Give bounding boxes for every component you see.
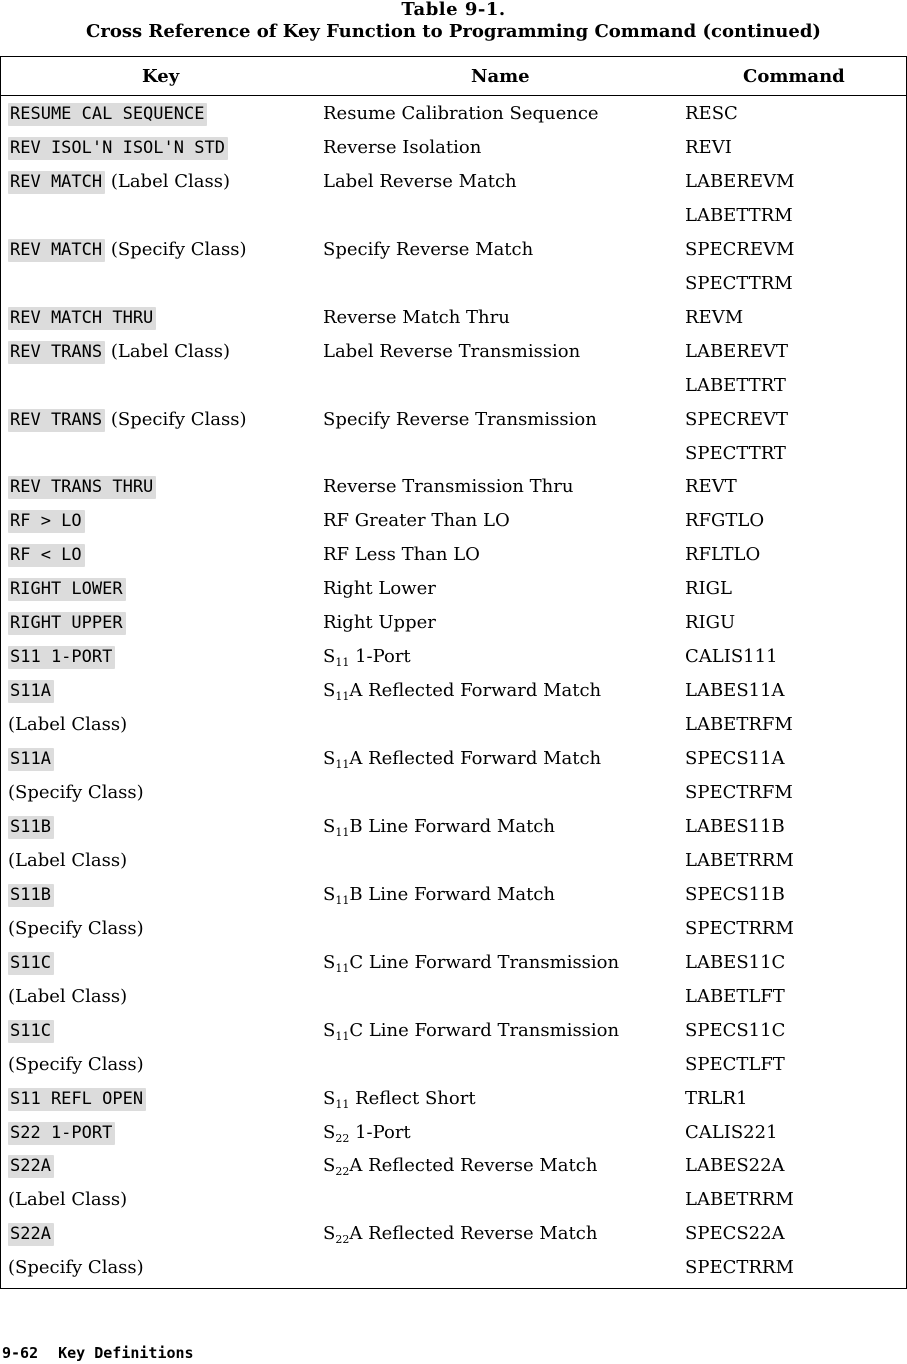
name-text: Right Lower (323, 578, 436, 600)
command-cell: SPECTRFM (685, 782, 793, 803)
table-row (1, 776, 906, 810)
softkey-label: REV MATCH (8, 171, 105, 194)
softkey-label: S11A (8, 680, 54, 703)
name-subscript: 11 (335, 961, 350, 975)
table-row (1, 844, 906, 878)
table-number: Table 9-1. (401, 0, 506, 20)
command-cell: LABETRRM (685, 849, 794, 871)
table-row (1, 233, 906, 267)
name-text: S (323, 1019, 336, 1041)
key-cell (8, 884, 54, 906)
table-row (1, 470, 906, 504)
table-row (1, 640, 906, 674)
softkey-label: REV ISOL'N ISOL'N STD (8, 137, 228, 160)
name-text: S (323, 883, 336, 905)
name-text: Specify Reverse Match (323, 238, 534, 260)
key-class-note: (Label Class) (8, 849, 128, 871)
table-row (1, 674, 906, 708)
key-cell (8, 1054, 144, 1076)
header-name: Name (471, 66, 530, 87)
table-row (1, 1183, 906, 1217)
name-cell (323, 816, 555, 840)
softkey-label: S11C (8, 952, 54, 975)
cross-reference-table (0, 56, 907, 1289)
command-cell: LABETTRM (685, 204, 793, 226)
name-text-rest: A Reflected Forward Match (349, 680, 602, 702)
table-row (1, 606, 906, 640)
command-cell: REVI (685, 136, 732, 158)
table-row (1, 131, 906, 165)
table-row (1, 1149, 906, 1183)
key-cell (8, 646, 115, 668)
command-cell: SPECTTRT (685, 442, 786, 464)
command-cell: CALIS111 (685, 646, 778, 668)
command-cell: SPECTRRM (685, 1257, 794, 1279)
name-cell (323, 307, 510, 329)
key-class-note: (Label Class) (105, 340, 230, 362)
name-text: Resume Calibration Sequence (323, 103, 599, 124)
table-header (1, 57, 906, 96)
command-cell: REVT (685, 476, 737, 498)
name-cell (323, 612, 436, 634)
name-cell (323, 544, 480, 566)
table-row (1, 810, 906, 844)
table-row (1, 301, 906, 335)
softkey-label: S11 REFL OPEN (8, 1088, 146, 1111)
softkey-label: S11A (8, 748, 54, 771)
name-text: RF Greater Than LO (323, 510, 510, 532)
command-cell: SPECREVT (685, 408, 789, 430)
key-cell (8, 714, 127, 736)
key-cell (8, 748, 54, 770)
softkey-label: S11B (8, 884, 54, 907)
name-subscript: 22 (335, 1233, 350, 1247)
name-text: Reverse Isolation (323, 136, 482, 158)
key-class-note: (Label Class) (8, 1189, 128, 1211)
key-cell (8, 680, 54, 702)
command-cell: LABES22A (685, 1155, 785, 1177)
name-cell (323, 646, 411, 670)
command-cell: SPECS11C (685, 1019, 786, 1041)
softkey-label: S11B (8, 816, 54, 839)
name-text: Reverse Transmission Thru (323, 476, 574, 498)
command-cell: LABEREVT (685, 340, 789, 362)
key-cell (8, 986, 127, 1008)
table-row (1, 165, 906, 199)
command-cell: RFLTLO (685, 544, 761, 566)
name-cell (323, 578, 436, 600)
name-subscript: 11 (335, 1097, 350, 1111)
name-cell (323, 137, 481, 159)
softkey-label: S22A (8, 1223, 54, 1246)
section-name: Key Definitions (58, 1344, 194, 1362)
table-row (1, 1116, 906, 1150)
command-cell: SPECS22A (685, 1223, 785, 1245)
softkey-label: REV MATCH (8, 239, 105, 262)
command-cell: LABETTRT (685, 374, 786, 396)
table-row (1, 572, 906, 606)
command-cell: RFGTLO (685, 510, 765, 532)
command-cell: LABETLFT (685, 985, 785, 1007)
key-cell (8, 612, 126, 634)
name-text: Specify Reverse Transmission (323, 408, 597, 430)
name-text-rest: A Reflected Reverse Match (349, 1155, 598, 1177)
name-cell (323, 748, 601, 772)
name-text: Label Reverse Match (323, 170, 517, 192)
key-cell (8, 850, 127, 872)
table-row (1, 504, 906, 538)
table-row (1, 1217, 906, 1251)
table-row (1, 267, 906, 301)
table-row (1, 912, 906, 946)
key-cell (8, 1155, 54, 1177)
name-subscript: 22 (335, 1131, 350, 1145)
page-number: 9-62 (2, 1344, 39, 1362)
key-cell (8, 782, 144, 804)
name-text: RF Less Than LO (323, 544, 480, 566)
name-cell (323, 103, 599, 125)
key-cell (8, 1223, 54, 1245)
key-class-note: (Label Class) (8, 714, 128, 736)
key-cell (8, 1257, 144, 1279)
command-cell: SPECS11A (685, 748, 785, 770)
key-cell (8, 341, 230, 363)
key-cell (8, 578, 126, 600)
name-subscript: 11 (335, 1029, 350, 1043)
name-text: Label Reverse Transmission (323, 340, 581, 362)
name-subscript: 11 (335, 893, 350, 907)
name-text-rest: 1-Port (349, 1121, 411, 1143)
name-text-rest: C Line Forward Transmission (349, 1019, 620, 1041)
key-cell (8, 1020, 54, 1042)
key-cell (8, 409, 247, 431)
page-footer (2, 1344, 194, 1362)
name-subscript: 11 (335, 656, 350, 670)
command-cell: SPECREVM (685, 238, 795, 260)
name-text: S (323, 951, 336, 973)
command-cell: CALIS221 (685, 1121, 778, 1143)
table-row (1, 369, 906, 403)
name-cell (323, 680, 601, 704)
name-text: S (323, 646, 336, 668)
name-cell (323, 1223, 597, 1247)
key-cell (8, 1189, 127, 1211)
name-text-rest: Reflect Short (349, 1087, 476, 1109)
name-text: S (323, 1155, 336, 1177)
name-text-rest: B Line Forward Match (349, 883, 555, 905)
softkey-label: S11 1-PORT (8, 646, 115, 669)
table-row (1, 742, 906, 776)
command-cell: LABETRFM (685, 714, 793, 736)
command-cell: LABES11C (685, 951, 786, 973)
command-cell: LABES11A (685, 680, 785, 702)
softkey-label: RF < LO (8, 544, 85, 567)
name-text-rest: C Line Forward Transmission (349, 951, 620, 973)
name-cell (323, 1088, 476, 1112)
command-cell: REVM (685, 306, 744, 328)
command-cell: LABETRRM (685, 1189, 794, 1211)
header-key: Key (142, 66, 180, 87)
softkey-label: REV TRANS (8, 341, 105, 364)
command-cell: SPECTRRM (685, 917, 794, 939)
softkey-label: REV TRANS THRU (8, 476, 156, 499)
key-class-note: (Specify Class) (8, 1257, 144, 1279)
key-class-note: (Label Class) (105, 170, 230, 192)
table-row (1, 980, 906, 1014)
name-cell (323, 1122, 411, 1146)
key-cell (8, 137, 228, 159)
key-cell (8, 171, 230, 193)
name-text: S (323, 1121, 336, 1143)
key-class-note: (Specify Class) (105, 238, 247, 260)
command-cell: SPECTLFT (685, 1053, 785, 1075)
table-row (1, 437, 906, 471)
key-cell (8, 239, 247, 261)
header-command: Command (743, 66, 845, 87)
table-row (1, 199, 906, 233)
softkey-label: RIGHT UPPER (8, 612, 126, 635)
softkey-label: S11C (8, 1020, 54, 1043)
key-cell (8, 544, 85, 566)
name-text: S (323, 680, 336, 702)
name-subscript: 11 (335, 825, 350, 839)
key-cell (8, 510, 85, 532)
softkey-label: S22 1-PORT (8, 1122, 115, 1145)
table-row (1, 946, 906, 980)
key-class-note: (Label Class) (8, 985, 128, 1007)
name-text: Reverse Match Thru (323, 306, 510, 328)
command-cell: TRLR1 (685, 1087, 748, 1109)
command-cell: RIGL (685, 578, 732, 600)
key-cell (8, 918, 144, 940)
softkey-label: S22A (8, 1155, 54, 1178)
name-cell (323, 884, 555, 908)
name-cell (323, 510, 510, 532)
name-cell (323, 1155, 597, 1179)
name-text-rest: 1-Port (349, 646, 411, 668)
name-text-rest: B Line Forward Match (349, 815, 555, 837)
name-subscript: 22 (335, 1165, 350, 1179)
key-cell (8, 1088, 146, 1110)
table-row (1, 708, 906, 742)
command-cell: RESC (685, 103, 738, 124)
key-cell (8, 816, 54, 838)
table-row (1, 1014, 906, 1048)
key-cell (8, 1122, 115, 1144)
key-class-note: (Specify Class) (8, 782, 144, 803)
key-class-note: (Specify Class) (8, 917, 144, 939)
table-title: Cross Reference of Key Function to Programming Command (continued) (86, 21, 821, 42)
name-text: S (323, 1223, 336, 1245)
name-subscript: 11 (335, 758, 350, 772)
softkey-label: RESUME CAL SEQUENCE (8, 103, 207, 126)
key-cell (8, 476, 156, 498)
softkey-label: REV TRANS (8, 409, 105, 432)
name-text-rest: A Reflected Reverse Match (349, 1223, 598, 1245)
command-cell: RIGU (685, 612, 736, 634)
name-cell (323, 1020, 619, 1044)
name-cell (323, 952, 619, 976)
key-class-note: (Specify Class) (8, 1053, 144, 1075)
table-row (1, 1048, 906, 1082)
table-row (1, 335, 906, 369)
key-cell (8, 103, 207, 125)
name-text: S (323, 748, 336, 770)
table-row (1, 97, 906, 131)
softkey-label: RF > LO (8, 510, 85, 533)
key-cell (8, 952, 54, 974)
table-row (1, 1251, 906, 1285)
table-row (1, 1082, 906, 1116)
command-cell: LABEREVM (685, 170, 795, 192)
name-subscript: 11 (335, 690, 350, 704)
name-cell (323, 341, 580, 363)
name-cell (323, 239, 533, 261)
table-row (1, 403, 906, 437)
name-cell (323, 171, 517, 193)
name-text-rest: A Reflected Forward Match (349, 748, 602, 770)
name-text: S (323, 1087, 336, 1109)
name-text: S (323, 815, 336, 837)
command-cell: LABES11B (685, 815, 785, 837)
softkey-label: REV MATCH THRU (8, 307, 156, 330)
name-cell (323, 409, 597, 431)
command-cell: SPECS11B (685, 883, 785, 905)
softkey-label: RIGHT LOWER (8, 578, 126, 601)
name-cell (323, 476, 573, 498)
key-class-note: (Specify Class) (105, 408, 247, 430)
table-row (1, 538, 906, 572)
key-cell (8, 307, 156, 329)
name-text: Right Upper (323, 612, 436, 634)
table-row (1, 878, 906, 912)
command-cell: SPECTTRM (685, 272, 793, 294)
